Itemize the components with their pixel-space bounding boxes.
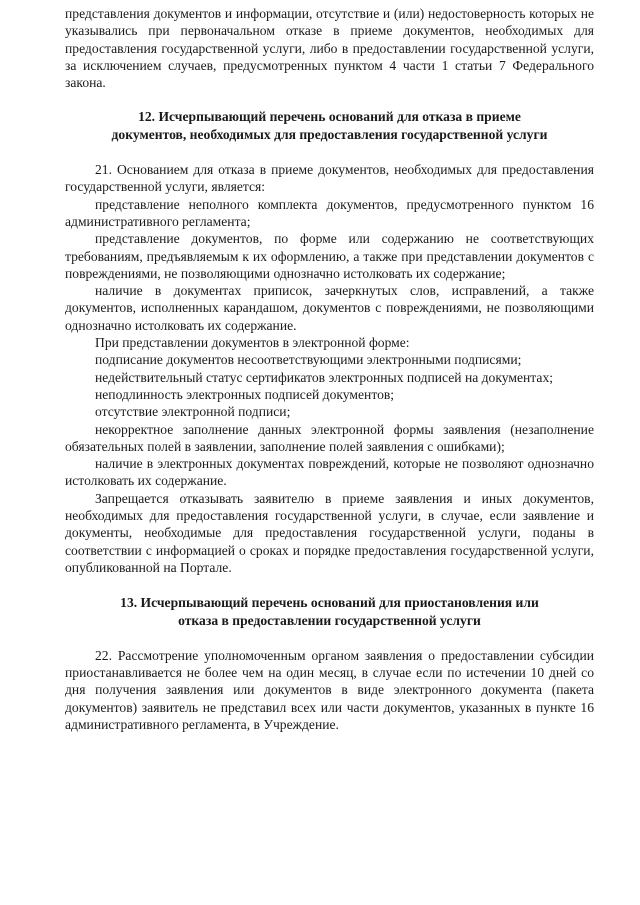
paragraph: недействительный статус сертификатов электронных подписей на документах; (95, 369, 554, 385)
paragraph: наличие в документах приписок, зачеркнутых слов, исправлений, а также документов, исполненных карандашом, документов с повреждениями, не позволяющими однозначно истолковать их содержание. (65, 283, 594, 333)
paragraph: Запрещается отказывать заявителю в приеме заявления и иных документов, необходимых для предоставления государственной услуги, в случае, если заявление и документы, необходимые для предоставления государственной услуги, поданы в соответствии с информацией о сроках и порядке предоставления государственной услуги, опубликованной на Портале. (65, 490, 594, 575)
section-13-body (65, 647, 594, 733)
intro-paragraph: представления документов и информации, отсутствие и (или) недостоверность которых не указывались при первоначальном отказе в приеме документов, необходимых для предоставления государственной услуги, либо в предоставлении государственной услуги, за исключением случаев, предусмотренных пунктом 4 части 1 статьи 7 Федерального закона. (65, 6, 594, 91)
paragraph: отсутствие электронной подписи; (95, 404, 291, 420)
section-13-heading: 13. Исчерпывающий перечень оснований для приостановления или отказа в предоставлении государственной услуги (120, 595, 539, 628)
paragraph: При представлении документов в электронной форме: (95, 335, 410, 351)
paragraph: подписание документов несоответствующими электронными подписями; (95, 352, 522, 368)
paragraph: 22. Рассмотрение уполномоченным органом заявления о предоставлении субсидии приостанавливается не более чем на один месяц, в случае если по истечении 10 дней со дня получения заявления или документов в виде электронного документа (пакета документов) заявитель не представил всех или части документов, указанных в пункте 16 административного регламента, в Учреждение. (65, 647, 594, 732)
paragraph: представление неполного комплекта документов, предусмотренного пунктом 16 административного регламента; (65, 196, 594, 229)
paragraph: наличие в электронных документах повреждений, которые не позволяют однозначно истолковать их содержание. (65, 456, 594, 489)
paragraph: неподлинность электронных подписей документов; (95, 386, 395, 402)
paragraph: некорректное заполнение данных электронной формы заявления (незаполнение обязательных полей в заявлении, заполнение полей заявления с ошибками); (65, 421, 594, 454)
paragraph: 21. Основанием для отказа в приеме документов, необходимых для предоставления государственной услуги, является: (65, 162, 594, 195)
section-12-body (65, 161, 594, 576)
paragraph: представление документов, по форме или содержанию не соответствующих требованиям, предъявляемым к их оформлению, а также при представлении документов с повреждениями, не позволяющими однозначно истолковать их содержание; (65, 231, 594, 281)
document-body (65, 5, 594, 733)
section-12-heading: 12. Исчерпывающий перечень оснований для отказа в приеме документов, необходимых для предоставления государственной услуги (111, 109, 548, 142)
